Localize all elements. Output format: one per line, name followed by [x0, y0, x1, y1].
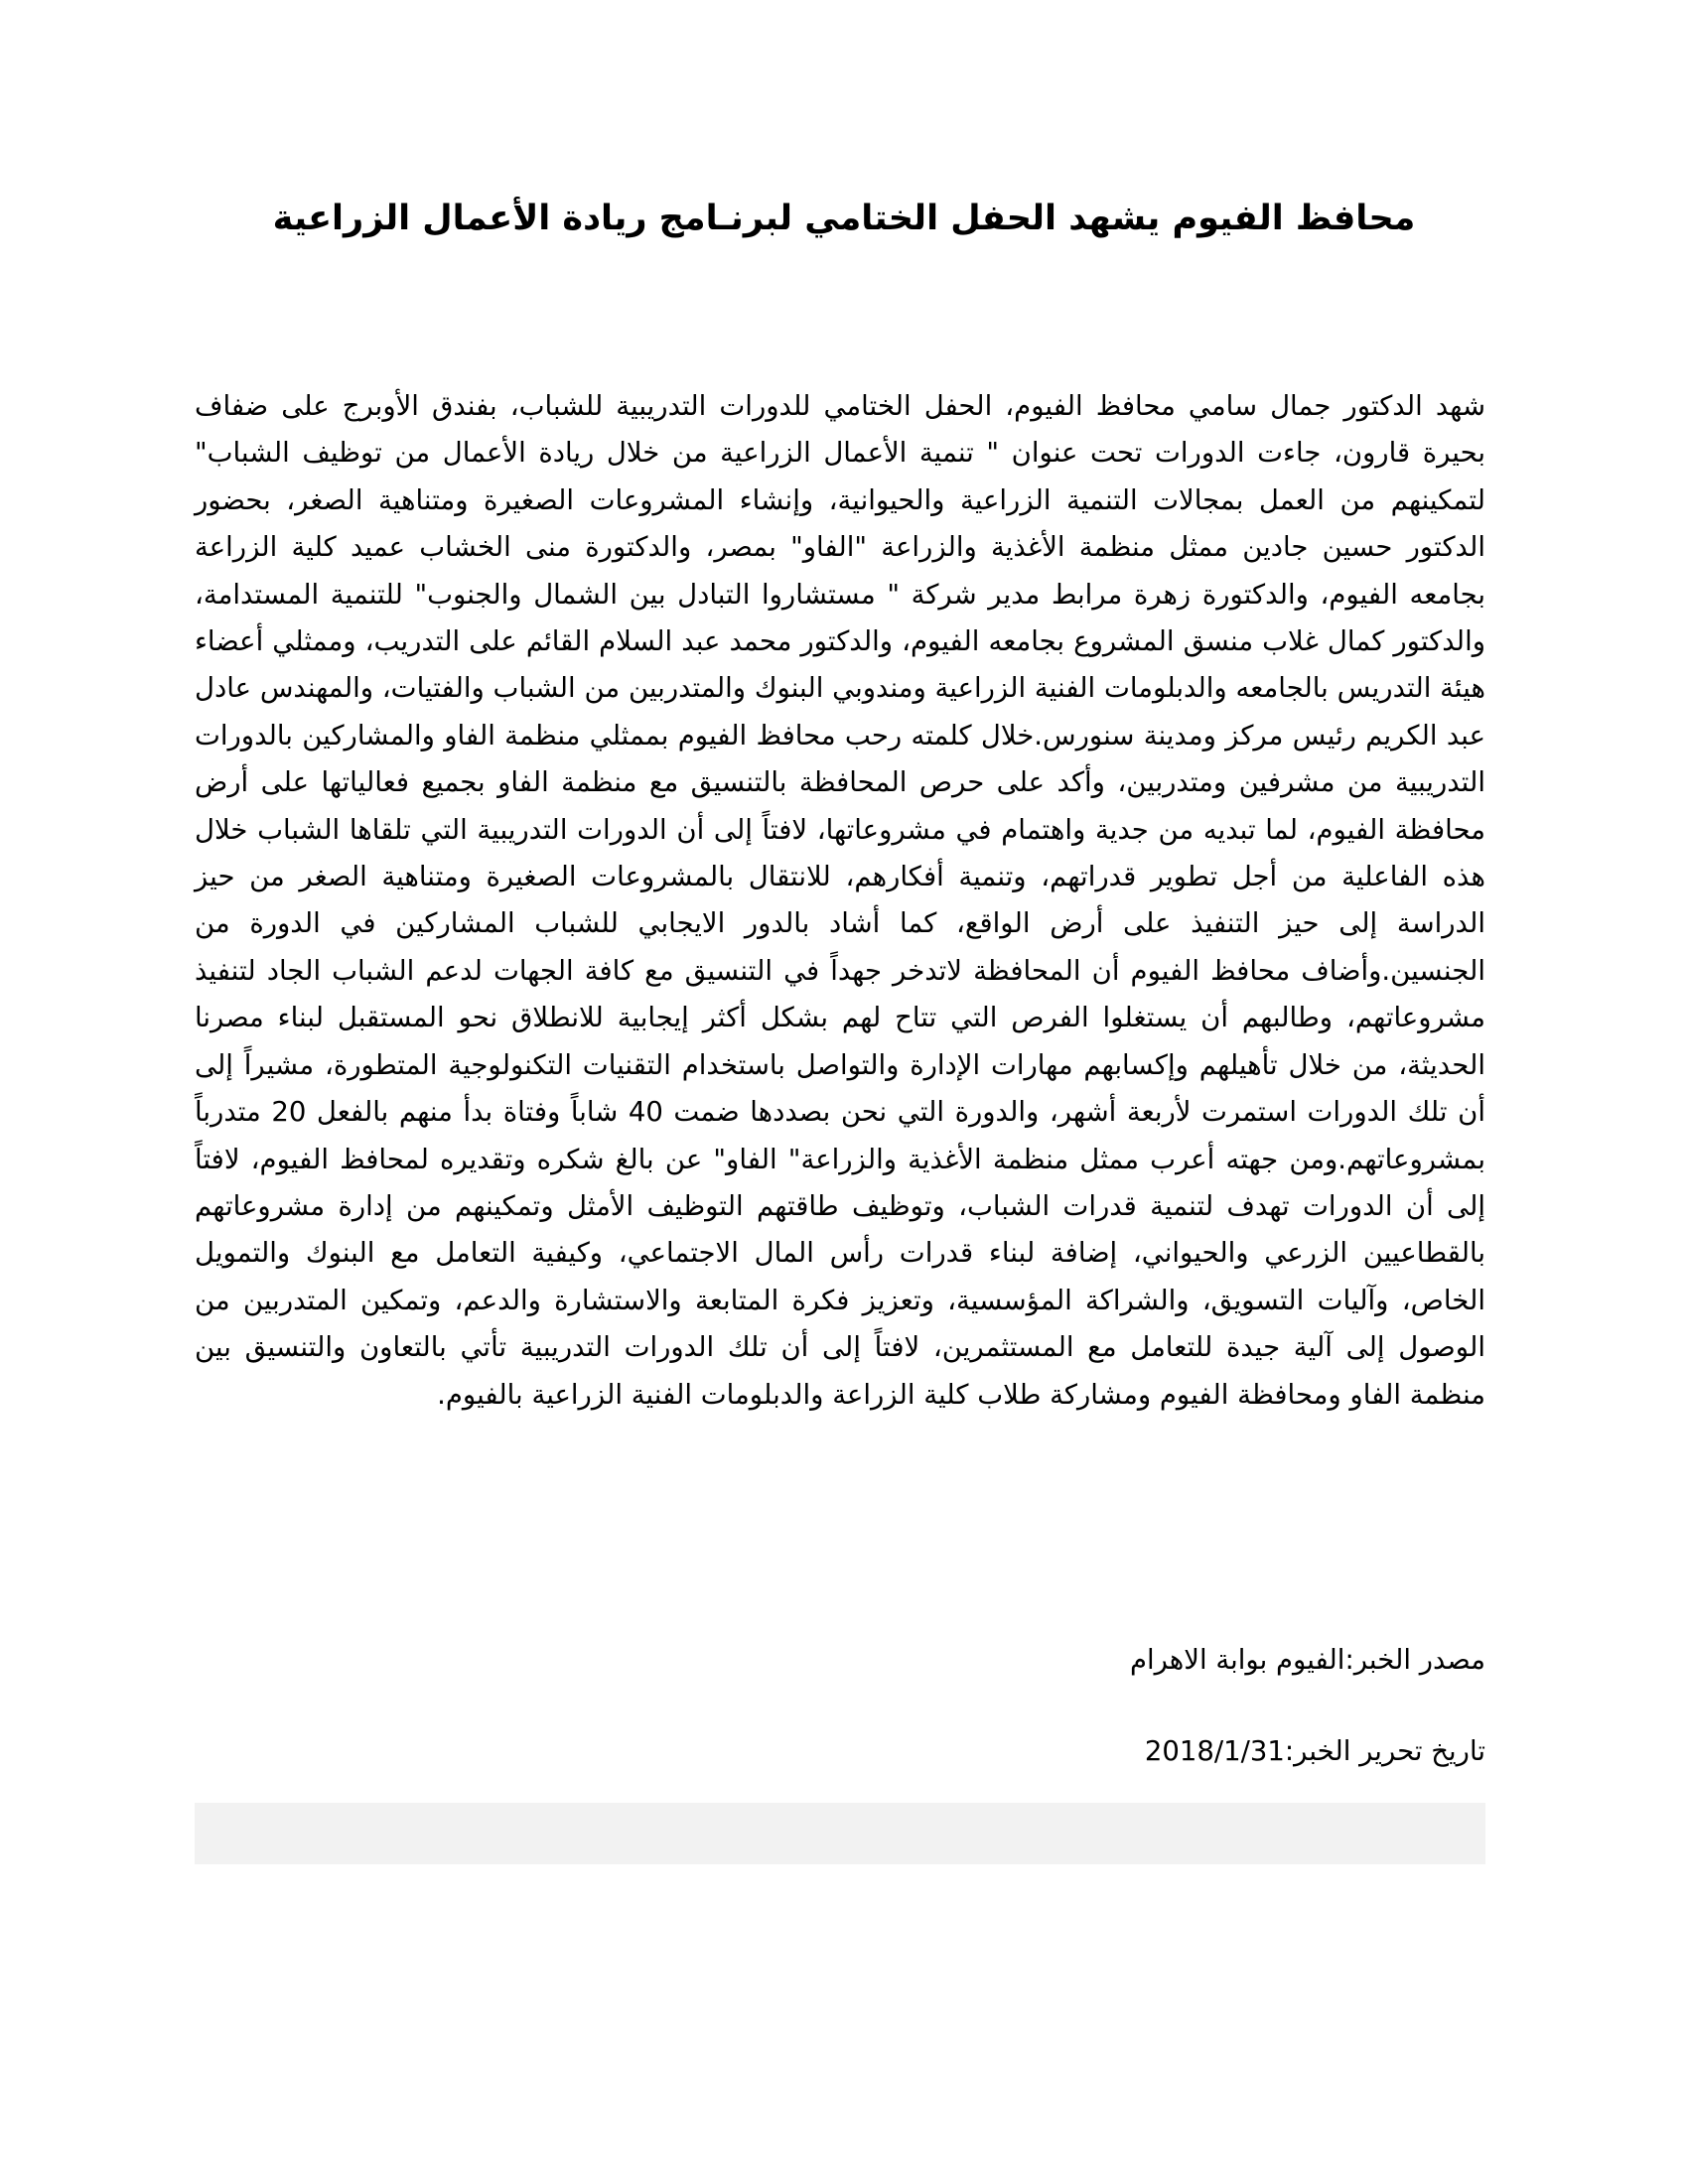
- footer-gray-bar: [195, 1803, 1485, 1864]
- news-source-line: [195, 1638, 1485, 1682]
- edit-date-label: تاريخ تحرير الخبر:: [1284, 1735, 1485, 1767]
- edit-date-value: 2018/1/31: [1144, 1735, 1285, 1767]
- news-source-label: مصدر الخبر:: [1344, 1644, 1485, 1676]
- article-body: شهد الدكتور جمال سامي محافظ الفيوم، الحفل الختامي للدورات التدريبية للشباب، بفندق الأوبرج على ضفاف بحيرة قارون، جاءت الدورات تحت عنوان " تنمية الأعمال الزراعية من خلال ريادة الأعمال من توظيف الشباب" لتمكينهم من العمل بمجالات التنمية الزراعية والحيوانية، وإنشاء المشروعات الصغيرة ومتناهية الصغر، بحضور الدكتور حسين جادين ممثل منظمة الأغذية والزراعة "الفاو" بمصر، والدكتورة منى الخشاب عميد كلية الزراعة بجامعه الفيوم، والدكتورة زهرة مرابط مدير شركة " مستشاروا التبادل بين الشمال والجنوب" للتنمية المستدامة، والدكتور كمال غلاب منسق المشروع بجامعه الفيوم، والدكتور محمد عبد السلام القائم على التدريب، وممثلي أعضاء هيئة التدريس بالجامعه والدبلومات الفنية الزراعية ومندوبي البنوك والمتدربين من الشباب والفتيات، والمهندس عادل عبد الكريم رئيس مركز ومدينة سنورس.خلال كلمته رحب محافظ الفيوم بممثلي منظمة الفاو والمشاركين بالدورات التدريبية من مشرفين ومتدربين، وأكد على حرص المحافظة بالتنسيق مع منظمة الفاو بجميع فعالياتها على أرض محافظة الفيوم، لما تبديه من جدية واهتمام في مشروعاتها، لافتاً إلى أن الدورات التدريبية التي تلقاها الشباب خلال هذه الفاعلية من أجل تطوير قدراتهم، وتنمية أفكارهم، للانتقال بالمشروعات الصغيرة ومتناهية الصغر من حيز الدراسة إلى حيز التنفيذ على أرض الواقع، كما أشاد بالدور الايجابي للشباب المشاركين في الدورة من الجنسين.وأضاف محافظ الفيوم أن المحافظة لاتدخر جهداً في التنسيق مع كافة الجهات لدعم الشباب الجاد لتنفيذ مشروعاتهم، وطالبهم أن يستغلوا الفرص التي تتاح لهم بشكل أكثر إيجابية للانطلاق نحو المستقبل لبناء مصرنا الحديثة، من خلال تأهيلهم وإكسابهم مهارات الإدارة والتواصل باستخدام التقنيات التكنولوجية المتطورة، مشيراً إلى أن تلك الدورات استمرت لأربعة أشهر، والدورة التي نحن بصددها ضمت 40 شاباً وفتاة بدأ منهم بالفعل 20 متدرباً بمشروعاتهم.ومن جهته أعرب ممثل منظمة الأغذية والزراعة" الفاو" عن بالغ شكره وتقديره لمحافظ الفيوم، لافتاً إلى أن الدورات تهدف لتنمية قدرات الشباب، وتوظيف طاقتهم التوظيف الأمثل وتمكينهم من إدارة مشروعاتهم بالقطاعيين الزرعي والحيواني، إضافة لبناء قدرات رأس المال الاجتماعي، وكيفية التعامل مع البنوك والتمويل الخاص، وآليات التسويق، والشراكة المؤسسية، وتعزيز فكرة المتابعة والاستشارة والدعم، وتمكين المتدربين من الوصول إلى آلية جيدة للتعامل مع المستثمرين، لافتاً إلى أن تلك الدورات التدريبية تأتي بالتعاون والتنسيق بين منظمة الفاو ومحافظة الفيوم ومشاركة طلاب كلية الزراعة والدبلومات الفنية الزراعية بالفيوم.: [195, 390, 1485, 1411]
- news-source-value: الفيوم بوابة الاهرام: [1129, 1644, 1345, 1676]
- edit-date-line: [195, 1729, 1485, 1773]
- article-title: محافظ الفيوم يشهد الحفل الختامي لبرنـامج ريادة الأعمال الزراعية: [272, 199, 1416, 238]
